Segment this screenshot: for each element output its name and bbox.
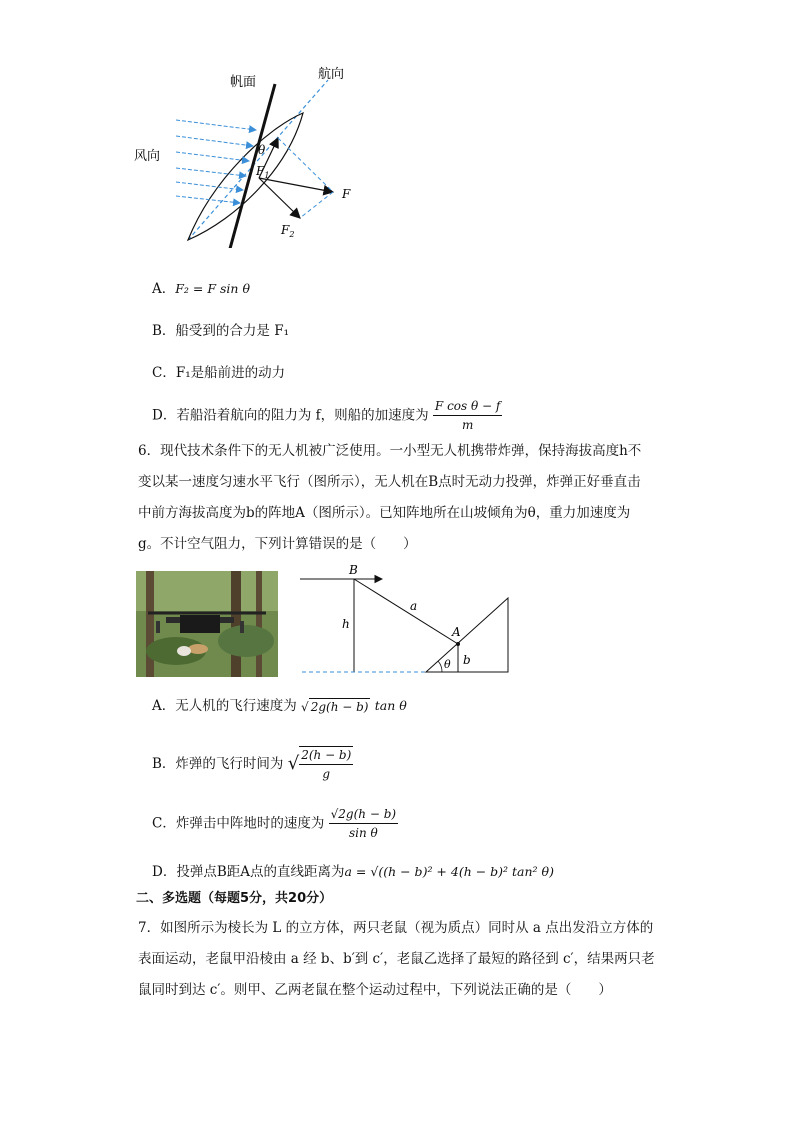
section-title: 二、多选题（每题5分，共20分） <box>136 891 333 906</box>
q7-line-3: 鼠同时到达 c′。则甲、乙两老鼠在整个运动过程中，下列说法正确的是（ ） <box>138 982 612 998</box>
q7-line-1: 7．如图所示为棱长为 L 的立方体，两只老鼠（视为质点）同时从 a 点出发沿立方体的 <box>138 920 654 936</box>
q7-line-2: 表面运动，老鼠甲沿棱由 a 经 b、b′到 c′，老鼠乙选择了最短的路径到 c′，结果两只老 <box>138 951 655 967</box>
label-A: A <box>452 625 461 639</box>
q6-option-b: B．炸弹的飞行时间为 √ $\frac{2(h - b)}{g}$ <box>152 748 352 781</box>
label-theta: θ <box>258 143 266 157</box>
q5-option-d: D．若船沿着航向的阻力为 f，则船的加速度为 $\frac{\text{F cos θ − f}}{m}$ <box>152 399 501 432</box>
label-sail: 帆面 <box>230 74 257 89</box>
label-wind: 风向 <box>134 148 161 163</box>
bomb-trajectory-diagram <box>296 562 516 680</box>
q6-option-a: A．无人机的飞行速度为 √ 2g(h − b) tan θ <box>152 698 407 714</box>
q5-option-c: C．F₁是船前进的动力 <box>152 365 286 381</box>
force-F-arrow <box>259 178 333 192</box>
q6-option-c: C．炸弹击中阵地时的速度为 $\frac{√2g(h - b)}{\text{sin θ}}$ <box>152 807 397 840</box>
sail-force-diagram <box>128 58 368 248</box>
q5-option-b: B．船受到的合力是 F₁ <box>152 323 289 339</box>
label-b: b <box>463 653 471 667</box>
q6-line-3: 中前方海拔高度为b的阵地A（图所示）。已知阵地所在山坡倾角为θ，重力加速度为 <box>138 505 631 521</box>
q6-line-2: 变以某一速度匀速水平飞行（图所示），无人机在B点时无动力投弹，炸弹正好垂直击 <box>138 474 641 490</box>
boat-hull <box>188 113 303 240</box>
q6-line-4: g。不计空气阻力，下列计算错误的是（ ） <box>138 536 417 552</box>
q6-option-d: D．投弹点B距A点的直线距离为a = √((h − b)² + 4(h − b)² tan² θ) <box>152 864 554 880</box>
label-F2: $F_2$ <box>281 223 295 239</box>
label-B: B <box>349 563 358 577</box>
label-h: h <box>342 617 350 631</box>
q5-option-a: A．F₂ = F sin θ <box>152 281 250 297</box>
distance-a-line <box>354 579 458 644</box>
label-F: F <box>342 187 351 201</box>
label-heading: 航向 <box>318 66 345 81</box>
heading-line <box>188 80 328 240</box>
label-F1: $F_1$ <box>256 164 270 180</box>
label-theta: θ <box>444 658 451 671</box>
q6-line-1: 6．现代技术条件下的无人机被广泛使用。一小型无人机携带炸弹，保持海拔高度h不 <box>138 443 642 459</box>
label-a: a <box>410 599 418 613</box>
drone-photo <box>136 571 278 677</box>
